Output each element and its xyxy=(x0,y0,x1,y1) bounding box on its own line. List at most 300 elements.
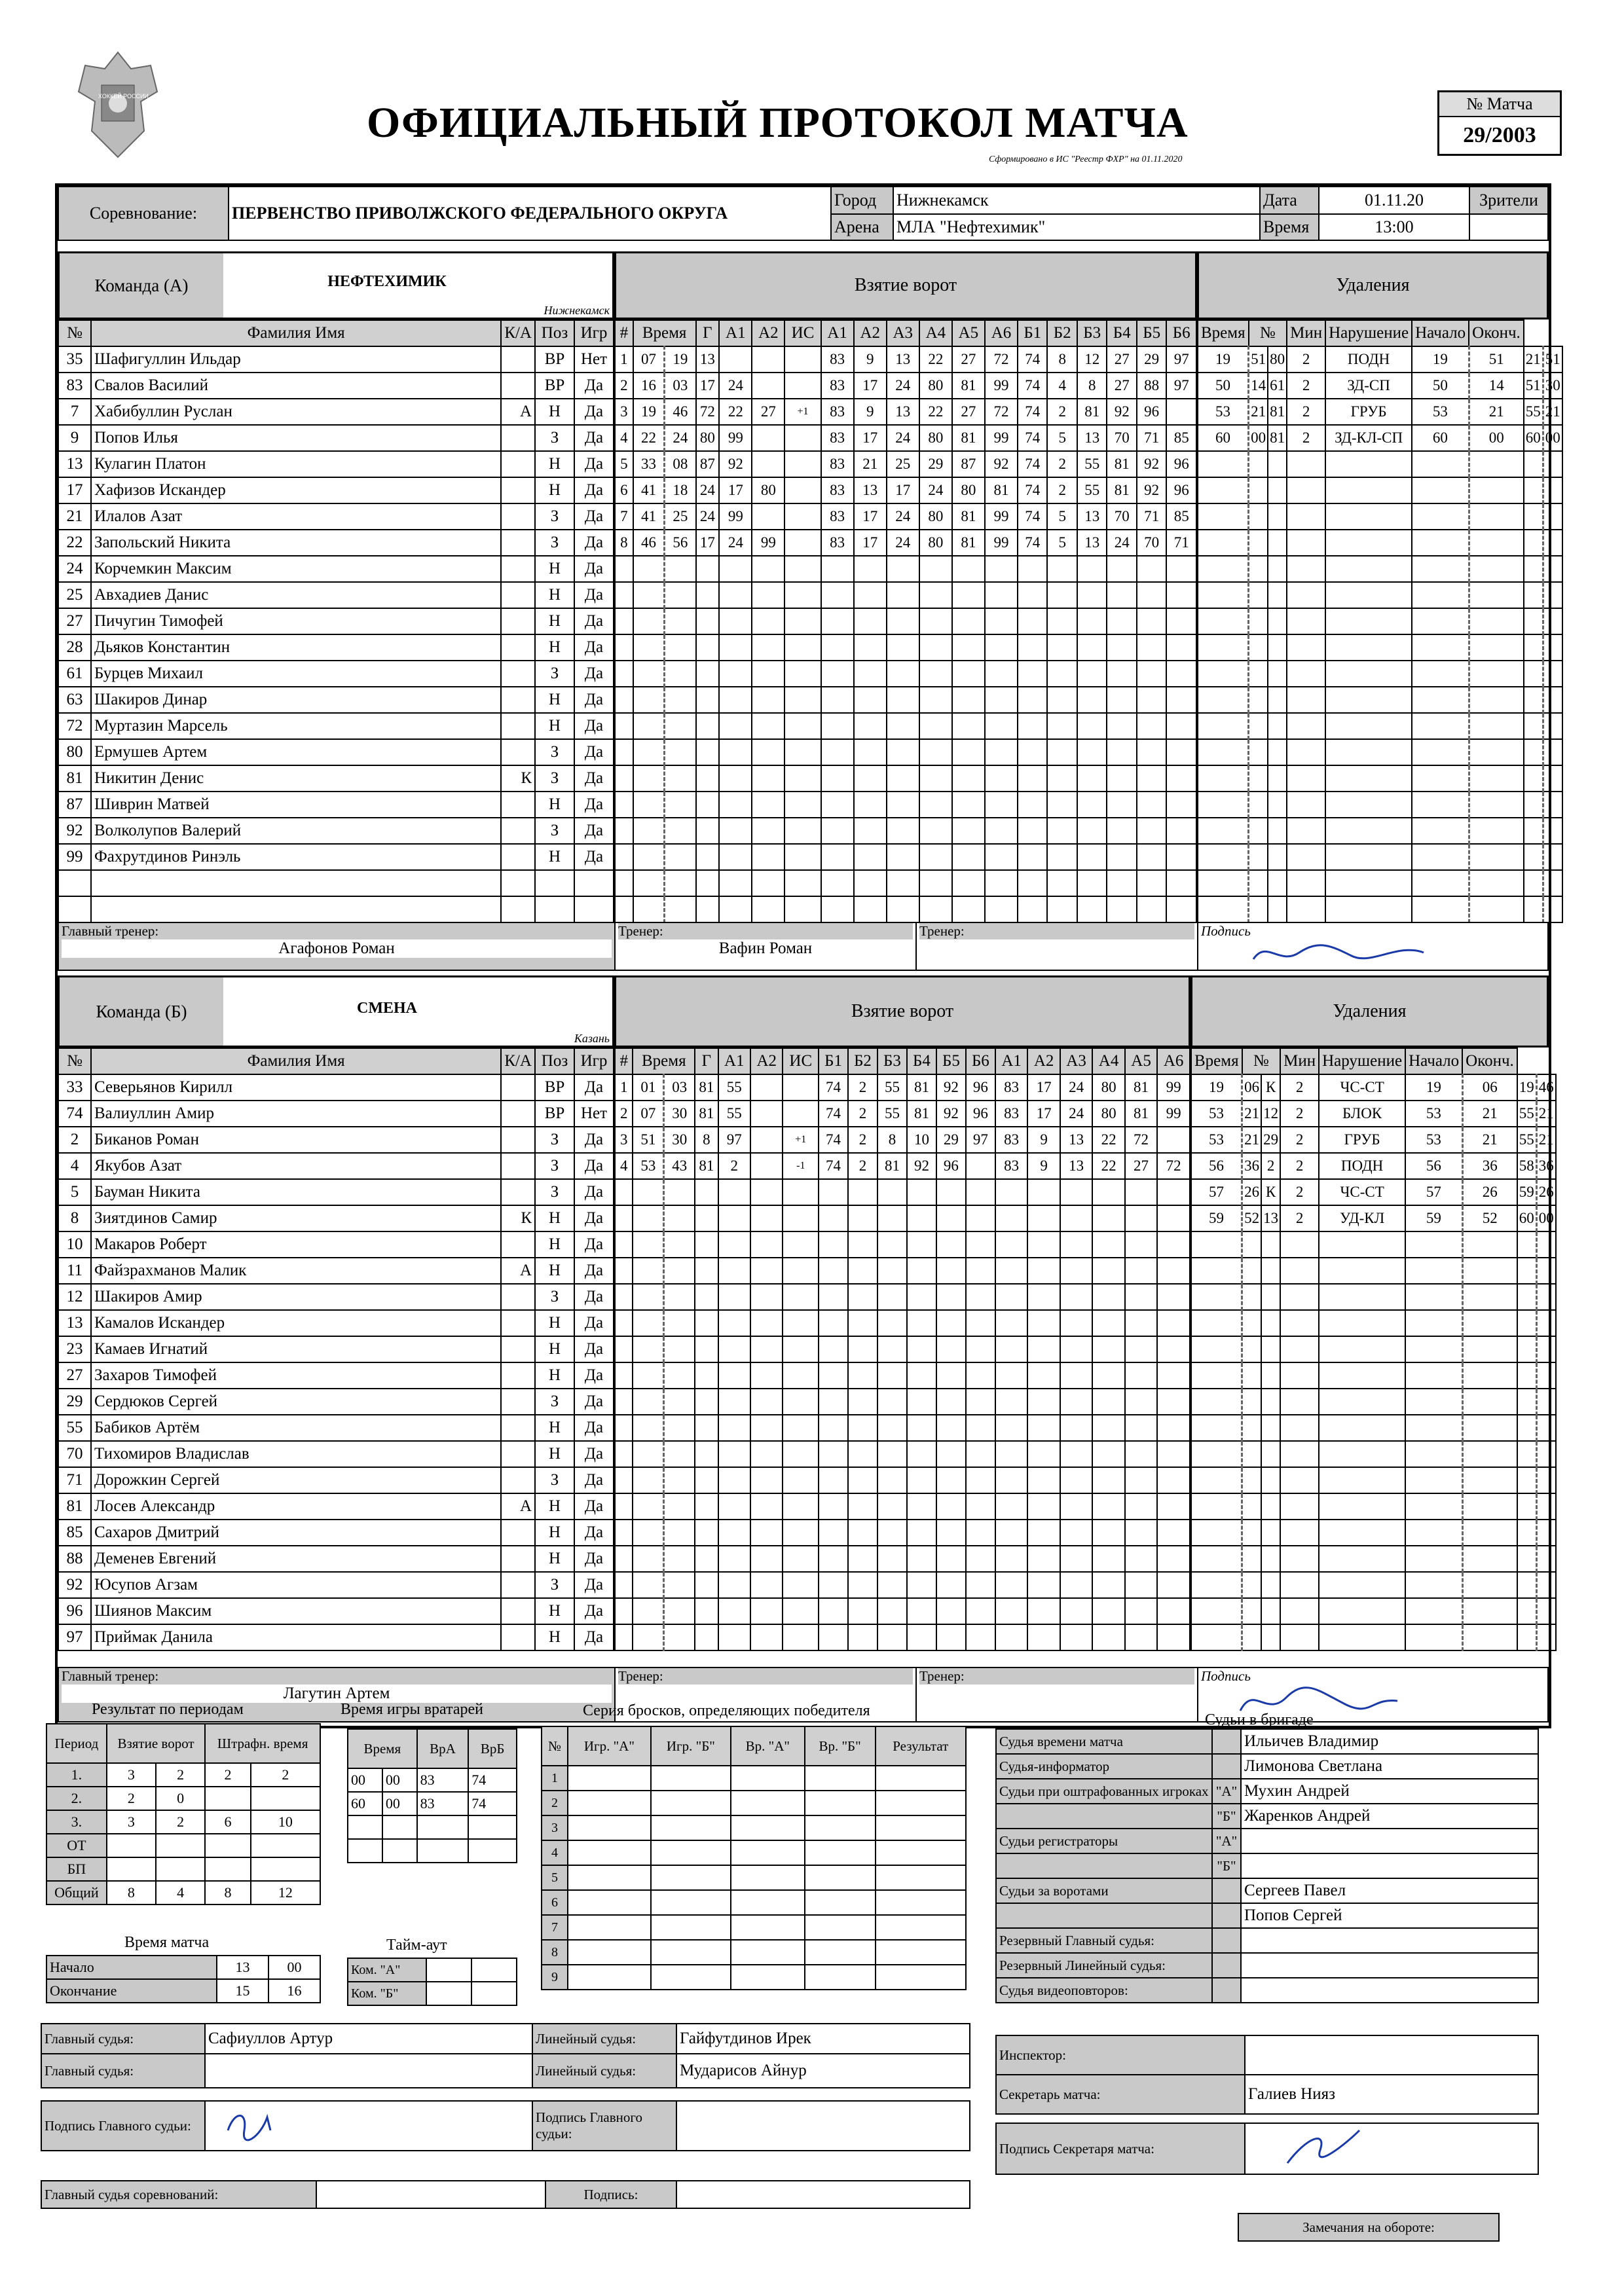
goal-cell: 3 xyxy=(615,399,633,425)
goal-cell xyxy=(783,1310,819,1336)
goal-cell xyxy=(784,661,821,687)
pen-cell xyxy=(1287,792,1325,818)
goal-cell xyxy=(719,634,752,661)
pen-cell xyxy=(1242,1336,1262,1362)
goal-cell xyxy=(877,1231,907,1258)
goal-cell xyxy=(907,1467,936,1493)
pen-cell xyxy=(1319,1415,1405,1441)
player-cell xyxy=(501,1153,535,1179)
player-cell: Да xyxy=(574,477,614,503)
goal-cell xyxy=(695,1546,718,1572)
match-end-label: Окончание xyxy=(46,1979,217,2003)
goal-cell xyxy=(1137,739,1166,765)
goal-cell xyxy=(783,1231,819,1258)
goal-cell xyxy=(819,1624,848,1650)
goal-cell: 6 xyxy=(615,477,633,503)
player-cell: Н xyxy=(535,1520,574,1546)
goal-cell xyxy=(750,1520,783,1546)
pen-cell xyxy=(1543,451,1562,477)
player-name: Дорожкин Сергей xyxy=(91,1467,501,1493)
goal-cell: 83 xyxy=(821,503,854,530)
goal-cell xyxy=(848,1205,877,1231)
goal-cell xyxy=(819,1389,848,1415)
goal-header: Б1 xyxy=(819,1048,848,1074)
goal-header: Г xyxy=(696,320,720,346)
goal-cell: 72 xyxy=(1157,1153,1190,1179)
pen-cell xyxy=(1325,792,1412,818)
goalie-cell xyxy=(382,1839,417,1863)
goal-cell xyxy=(615,870,633,896)
player-name: Шакиров Амир xyxy=(91,1284,501,1310)
goal-header: Б1 xyxy=(1018,320,1047,346)
goal-cell xyxy=(1077,818,1107,844)
goal-cell: 17 xyxy=(1027,1101,1060,1127)
pen-cell: 55 xyxy=(1517,1101,1537,1127)
goal-cell xyxy=(952,896,985,922)
pen-cell: 26 xyxy=(1536,1179,1556,1205)
pen-cell xyxy=(1268,634,1287,661)
player-cell: Да xyxy=(574,792,614,818)
pen-cell xyxy=(1287,896,1325,922)
goal-cell xyxy=(919,739,952,765)
goal-cell xyxy=(784,818,821,844)
goal-cell xyxy=(966,1310,995,1336)
pen-cell xyxy=(1319,1258,1405,1284)
goal-cell: 27 xyxy=(752,399,784,425)
period-cell: 10 xyxy=(251,1810,320,1834)
goal-cell xyxy=(819,1284,848,1310)
pen-cell xyxy=(1462,1441,1517,1467)
goal-cell xyxy=(919,661,952,687)
goal-cell xyxy=(907,1179,936,1205)
player-cell xyxy=(501,608,535,634)
goal-cell xyxy=(1157,1467,1190,1493)
logo xyxy=(65,39,170,170)
team-a-coach2-cell xyxy=(916,922,1198,970)
player-cell: 7 xyxy=(58,399,91,425)
goal-cell xyxy=(936,1389,966,1415)
player-name: Дьяков Константин xyxy=(91,634,501,661)
goal-cell xyxy=(664,1179,695,1205)
player-cell xyxy=(501,503,535,530)
goal-cell xyxy=(633,1415,663,1441)
roster-header: К/А xyxy=(501,1048,535,1074)
team-b-signature-label: Подпись xyxy=(1201,1668,1251,1684)
goal-cell xyxy=(1060,1493,1092,1520)
pen-cell xyxy=(1249,661,1268,687)
page-title: ОФИЦИАЛЬНЫЙ ПРОТОКОЛ МАТЧА xyxy=(367,99,1189,147)
period-cell: 6 xyxy=(205,1810,251,1834)
goal-cell xyxy=(1166,818,1196,844)
timeout-b-label: Ком. "Б" xyxy=(348,1982,426,2005)
pen-cell xyxy=(1319,1336,1405,1362)
pen-cell xyxy=(1242,1467,1262,1493)
goal-cell: 22 xyxy=(633,425,665,451)
team-b-head-coach: Лагутин Артем xyxy=(62,1685,612,1703)
goal-cell xyxy=(750,1127,783,1153)
pen-cell xyxy=(1268,792,1287,818)
goal-cell: 24 xyxy=(919,477,952,503)
goal-cell: 51 xyxy=(633,1127,663,1153)
goal-cell: 80 xyxy=(1092,1101,1124,1127)
pen-cell xyxy=(1249,870,1268,896)
player-cell xyxy=(501,582,535,608)
pen-cell xyxy=(1517,1389,1537,1415)
player-cell: Да xyxy=(574,1441,614,1467)
generated-note: Сформировано в ИС "Реестр ФХР" на 01.11.2020 xyxy=(989,155,1183,164)
goal-cell xyxy=(615,608,633,634)
goal-cell xyxy=(664,1546,695,1572)
pen-cell xyxy=(1249,451,1268,477)
goal-cell xyxy=(1077,713,1107,739)
pen-header: Нарушение xyxy=(1319,1048,1405,1074)
goal-cell: 13 xyxy=(696,346,720,373)
pen-cell xyxy=(1249,713,1268,739)
goal-cell xyxy=(877,1572,907,1598)
goal-cell xyxy=(1092,1258,1124,1284)
player-cell: ВР xyxy=(535,346,574,373)
period-cell xyxy=(107,1834,156,1857)
pen-header: Нарушение xyxy=(1325,320,1412,346)
player-cell: 87 xyxy=(58,792,91,818)
goal-cell xyxy=(752,425,784,451)
pen-cell xyxy=(1198,739,1249,765)
player-name xyxy=(91,870,501,896)
goal-cell xyxy=(719,661,752,687)
pen-header: Начало xyxy=(1405,1048,1462,1074)
pen-cell xyxy=(1191,1520,1242,1546)
goal-cell: 9 xyxy=(1027,1127,1060,1153)
player-cell: Н xyxy=(535,687,574,713)
goal-cell: 8 xyxy=(615,530,633,556)
shootout-cell xyxy=(805,1890,876,1915)
goal-cell: 81 xyxy=(695,1153,718,1179)
goal-cell xyxy=(907,1389,936,1415)
main-ref-label-1: Главный судья: xyxy=(41,2024,205,2054)
goal-cell xyxy=(1060,1258,1092,1284)
pen-cell xyxy=(1405,1310,1462,1336)
goal-cell xyxy=(848,1310,877,1336)
pen-cell xyxy=(1536,1258,1556,1284)
goal-cell xyxy=(966,1572,995,1598)
official-label: "А" xyxy=(1212,1779,1241,1804)
goal-cell xyxy=(1137,844,1166,870)
goal-cell xyxy=(936,1441,966,1467)
goal-cell: 55 xyxy=(718,1074,750,1101)
player-cell xyxy=(501,1572,535,1598)
roster-header: Поз xyxy=(535,1048,574,1074)
goal-cell xyxy=(633,634,665,661)
player-cell xyxy=(501,346,535,373)
goal-cell xyxy=(821,582,854,608)
goal-cell xyxy=(633,1520,663,1546)
goalie-time-h-time: Время xyxy=(348,1729,417,1768)
player-cell: Да xyxy=(574,530,614,556)
shootout-cell xyxy=(568,1890,651,1915)
goalie-cell xyxy=(417,1839,469,1863)
player-cell: 13 xyxy=(58,451,91,477)
player-cell xyxy=(501,844,535,870)
player-cell xyxy=(58,896,91,922)
goal-cell xyxy=(750,1336,783,1362)
team-a-head-coach: Агафонов Роман xyxy=(62,939,612,958)
team-a-penalties xyxy=(1197,319,1563,923)
player-cell xyxy=(574,870,614,896)
goal-cell xyxy=(615,1441,633,1467)
goal-cell xyxy=(615,1258,633,1284)
goal-cell xyxy=(1047,556,1077,582)
goal-cell xyxy=(936,1205,966,1231)
shootout-num: 7 xyxy=(542,1915,568,1940)
official-name: Сергеев Павел xyxy=(1241,1878,1538,1903)
goal-cell xyxy=(664,1520,695,1546)
goal-cell xyxy=(695,1231,718,1258)
goal-cell xyxy=(783,1284,819,1310)
goal-cell xyxy=(615,1415,633,1441)
goal-header: А1 xyxy=(718,1048,750,1074)
goal-cell xyxy=(664,1310,695,1336)
pen-cell xyxy=(1198,792,1249,818)
pen-cell: 55 xyxy=(1524,399,1543,425)
goal-header: Б5 xyxy=(936,1048,966,1074)
player-cell: 27 xyxy=(58,608,91,634)
goal-cell xyxy=(1060,1231,1092,1258)
goal-cell xyxy=(1137,870,1166,896)
pen-cell xyxy=(1469,634,1524,661)
pen-cell: 2 xyxy=(1287,399,1325,425)
goal-cell: 17 xyxy=(1027,1074,1060,1101)
pen-cell xyxy=(1287,634,1325,661)
player-cell: Да xyxy=(574,503,614,530)
pen-cell: 21 xyxy=(1524,346,1543,373)
goal-cell xyxy=(985,739,1018,765)
goal-cell: 74 xyxy=(1018,346,1047,373)
shootout-num: 2 xyxy=(542,1791,568,1815)
pen-cell xyxy=(1242,1546,1262,1572)
goal-cell xyxy=(1157,1127,1190,1153)
goal-cell xyxy=(1077,661,1107,687)
goal-cell xyxy=(1125,1231,1157,1258)
pen-cell xyxy=(1268,818,1287,844)
goal-cell xyxy=(615,1231,633,1258)
goalie-cell xyxy=(348,1815,382,1839)
goal-cell xyxy=(695,1598,718,1624)
pen-cell xyxy=(1469,503,1524,530)
pen-cell xyxy=(1543,896,1562,922)
player-cell: Да xyxy=(574,582,614,608)
goal-cell: 4 xyxy=(615,425,633,451)
pen-cell xyxy=(1524,739,1543,765)
pen-cell xyxy=(1325,608,1412,634)
goal-header: Б4 xyxy=(1107,320,1136,346)
goal-cell xyxy=(919,556,952,582)
goal-cell: 55 xyxy=(1077,477,1107,503)
pen-cell xyxy=(1198,870,1249,896)
goal-cell xyxy=(1092,1441,1124,1467)
goal-cell: 29 xyxy=(1137,346,1166,373)
pen-cell xyxy=(1280,1598,1319,1624)
pen-cell xyxy=(1325,896,1412,922)
goal-cell xyxy=(1027,1520,1060,1546)
goal-cell xyxy=(1018,844,1047,870)
goal-cell xyxy=(783,1572,819,1598)
goal-cell xyxy=(1060,1598,1092,1624)
pen-cell xyxy=(1319,1624,1405,1650)
shootout-cell xyxy=(731,1766,805,1791)
spectators-label: Зрители xyxy=(1469,187,1548,214)
goal-cell xyxy=(995,1493,1027,1520)
period-cell: 0 xyxy=(156,1787,205,1810)
goal-cell xyxy=(719,870,752,896)
pen-cell: 13 xyxy=(1261,1205,1280,1231)
competition-ref-sign xyxy=(676,2181,970,2208)
goal-cell xyxy=(718,1336,750,1362)
goal-cell: 74 xyxy=(1018,503,1047,530)
goal-cell xyxy=(615,739,633,765)
goal-cell: 24 xyxy=(887,530,919,556)
competition-ref xyxy=(316,2181,545,2208)
official-name: Ильичев Владимир xyxy=(1241,1729,1538,1754)
main-ref-label-2: Главный судья: xyxy=(41,2054,205,2088)
goal-cell xyxy=(1047,896,1077,922)
goal-cell xyxy=(952,739,985,765)
goal-cell xyxy=(848,1231,877,1258)
goal-cell xyxy=(819,1441,848,1467)
player-cell: Да xyxy=(574,1572,614,1598)
pen-cell: 58 xyxy=(1517,1153,1537,1179)
pen-cell xyxy=(1268,661,1287,687)
pen-cell xyxy=(1543,582,1562,608)
pen-cell xyxy=(1261,1520,1280,1546)
goal-cell xyxy=(696,661,720,687)
period-cell: 8 xyxy=(107,1881,156,1904)
period-cell: 2 xyxy=(107,1787,156,1810)
goal-cell xyxy=(1157,1441,1190,1467)
player-cell xyxy=(501,870,535,896)
pen-cell xyxy=(1517,1598,1537,1624)
goal-cell: 2 xyxy=(848,1074,877,1101)
pen-cell xyxy=(1242,1598,1262,1624)
player-cell xyxy=(501,634,535,661)
pen-cell xyxy=(1543,870,1562,896)
goal-cell xyxy=(1125,1441,1157,1467)
player-cell: Н xyxy=(535,1624,574,1650)
goal-cell xyxy=(615,634,633,661)
goal-cell xyxy=(887,739,919,765)
pen-cell: 59 xyxy=(1191,1205,1242,1231)
goal-cell xyxy=(752,346,784,373)
pen-cell xyxy=(1412,608,1469,634)
pen-cell xyxy=(1319,1362,1405,1389)
goal-cell xyxy=(819,1572,848,1598)
goal-cell xyxy=(819,1231,848,1258)
pen-cell xyxy=(1268,765,1287,792)
pen-cell xyxy=(1198,451,1249,477)
goal-cell xyxy=(854,582,887,608)
pen-header: Мин xyxy=(1287,320,1325,346)
goal-cell xyxy=(966,1415,995,1441)
period-label: БП xyxy=(46,1857,107,1881)
goal-cell xyxy=(1060,1362,1092,1389)
goal-cell xyxy=(985,608,1018,634)
goal-cell: 97 xyxy=(1166,346,1196,373)
official-label: Судья видеоповторов: xyxy=(996,1978,1212,2003)
goal-cell: 29 xyxy=(919,451,952,477)
goal-cell xyxy=(696,870,720,896)
player-cell: А xyxy=(501,1258,535,1284)
player-cell: Н xyxy=(535,556,574,582)
goal-cell xyxy=(664,1624,695,1650)
goal-cell xyxy=(995,1336,1027,1362)
goal-cell xyxy=(664,1336,695,1362)
player-cell: Да xyxy=(574,1205,614,1231)
goal-cell xyxy=(907,1336,936,1362)
goal-cell xyxy=(1092,1572,1124,1598)
official-label xyxy=(996,1903,1212,1928)
pen-cell xyxy=(1287,713,1325,739)
goal-cell: 17 xyxy=(887,477,919,503)
goal-cell xyxy=(1157,1231,1190,1258)
goal-cell xyxy=(1157,1415,1190,1441)
pen-cell xyxy=(1325,477,1412,503)
goal-cell xyxy=(985,792,1018,818)
pen-header: Мин xyxy=(1280,1048,1319,1074)
goal-cell xyxy=(936,1467,966,1493)
goal-cell: 92 xyxy=(936,1101,966,1127)
pen-cell: 2 xyxy=(1287,346,1325,373)
goal-cell: 7 xyxy=(615,503,633,530)
pen-cell xyxy=(1325,661,1412,687)
arena: МЛА "Нефтехимик" xyxy=(893,214,1260,240)
goalie-time-h-b: ВрБ xyxy=(468,1729,517,1768)
shootout-cell xyxy=(568,1766,651,1791)
goal-cell: 83 xyxy=(821,399,854,425)
periods-header: Период xyxy=(46,1724,107,1763)
pen-cell xyxy=(1543,661,1562,687)
period-cell xyxy=(156,1857,205,1881)
goal-cell xyxy=(821,687,854,713)
goal-cell xyxy=(633,1624,663,1650)
goal-cell xyxy=(1125,1362,1157,1389)
player-cell: Н xyxy=(535,1336,574,1362)
goal-cell xyxy=(821,713,854,739)
goal-cell xyxy=(784,503,821,530)
goal-cell xyxy=(696,634,720,661)
player-cell: Н xyxy=(535,608,574,634)
goal-header: # xyxy=(615,320,633,346)
goal-cell: 9 xyxy=(854,346,887,373)
goal-cell: 74 xyxy=(1018,399,1047,425)
goalie-time-h-a: ВрА xyxy=(417,1729,469,1768)
goal-cell xyxy=(633,1284,663,1310)
competition: ПЕРВЕНСТВО ПРИВОЛЖСКОГО ФЕДЕРАЛЬНОГО ОКРУГА xyxy=(229,187,831,240)
player-cell: Н xyxy=(535,399,574,425)
player-name: Шафигуллин Ильдар xyxy=(91,346,501,373)
goal-cell xyxy=(696,765,720,792)
pen-cell xyxy=(1412,896,1469,922)
goal-cell xyxy=(1047,844,1077,870)
team-b-coach2-label: Тренер: xyxy=(919,1668,1194,1685)
pen-cell xyxy=(1325,765,1412,792)
shootout-cell xyxy=(805,1766,876,1791)
player-cell xyxy=(535,896,574,922)
pen-cell xyxy=(1280,1284,1319,1310)
goal-cell xyxy=(966,1179,995,1205)
goal-cell: 03 xyxy=(665,373,696,399)
shootout-cell xyxy=(651,1840,731,1865)
goal-cell xyxy=(718,1546,750,1572)
goal-cell xyxy=(1060,1284,1092,1310)
